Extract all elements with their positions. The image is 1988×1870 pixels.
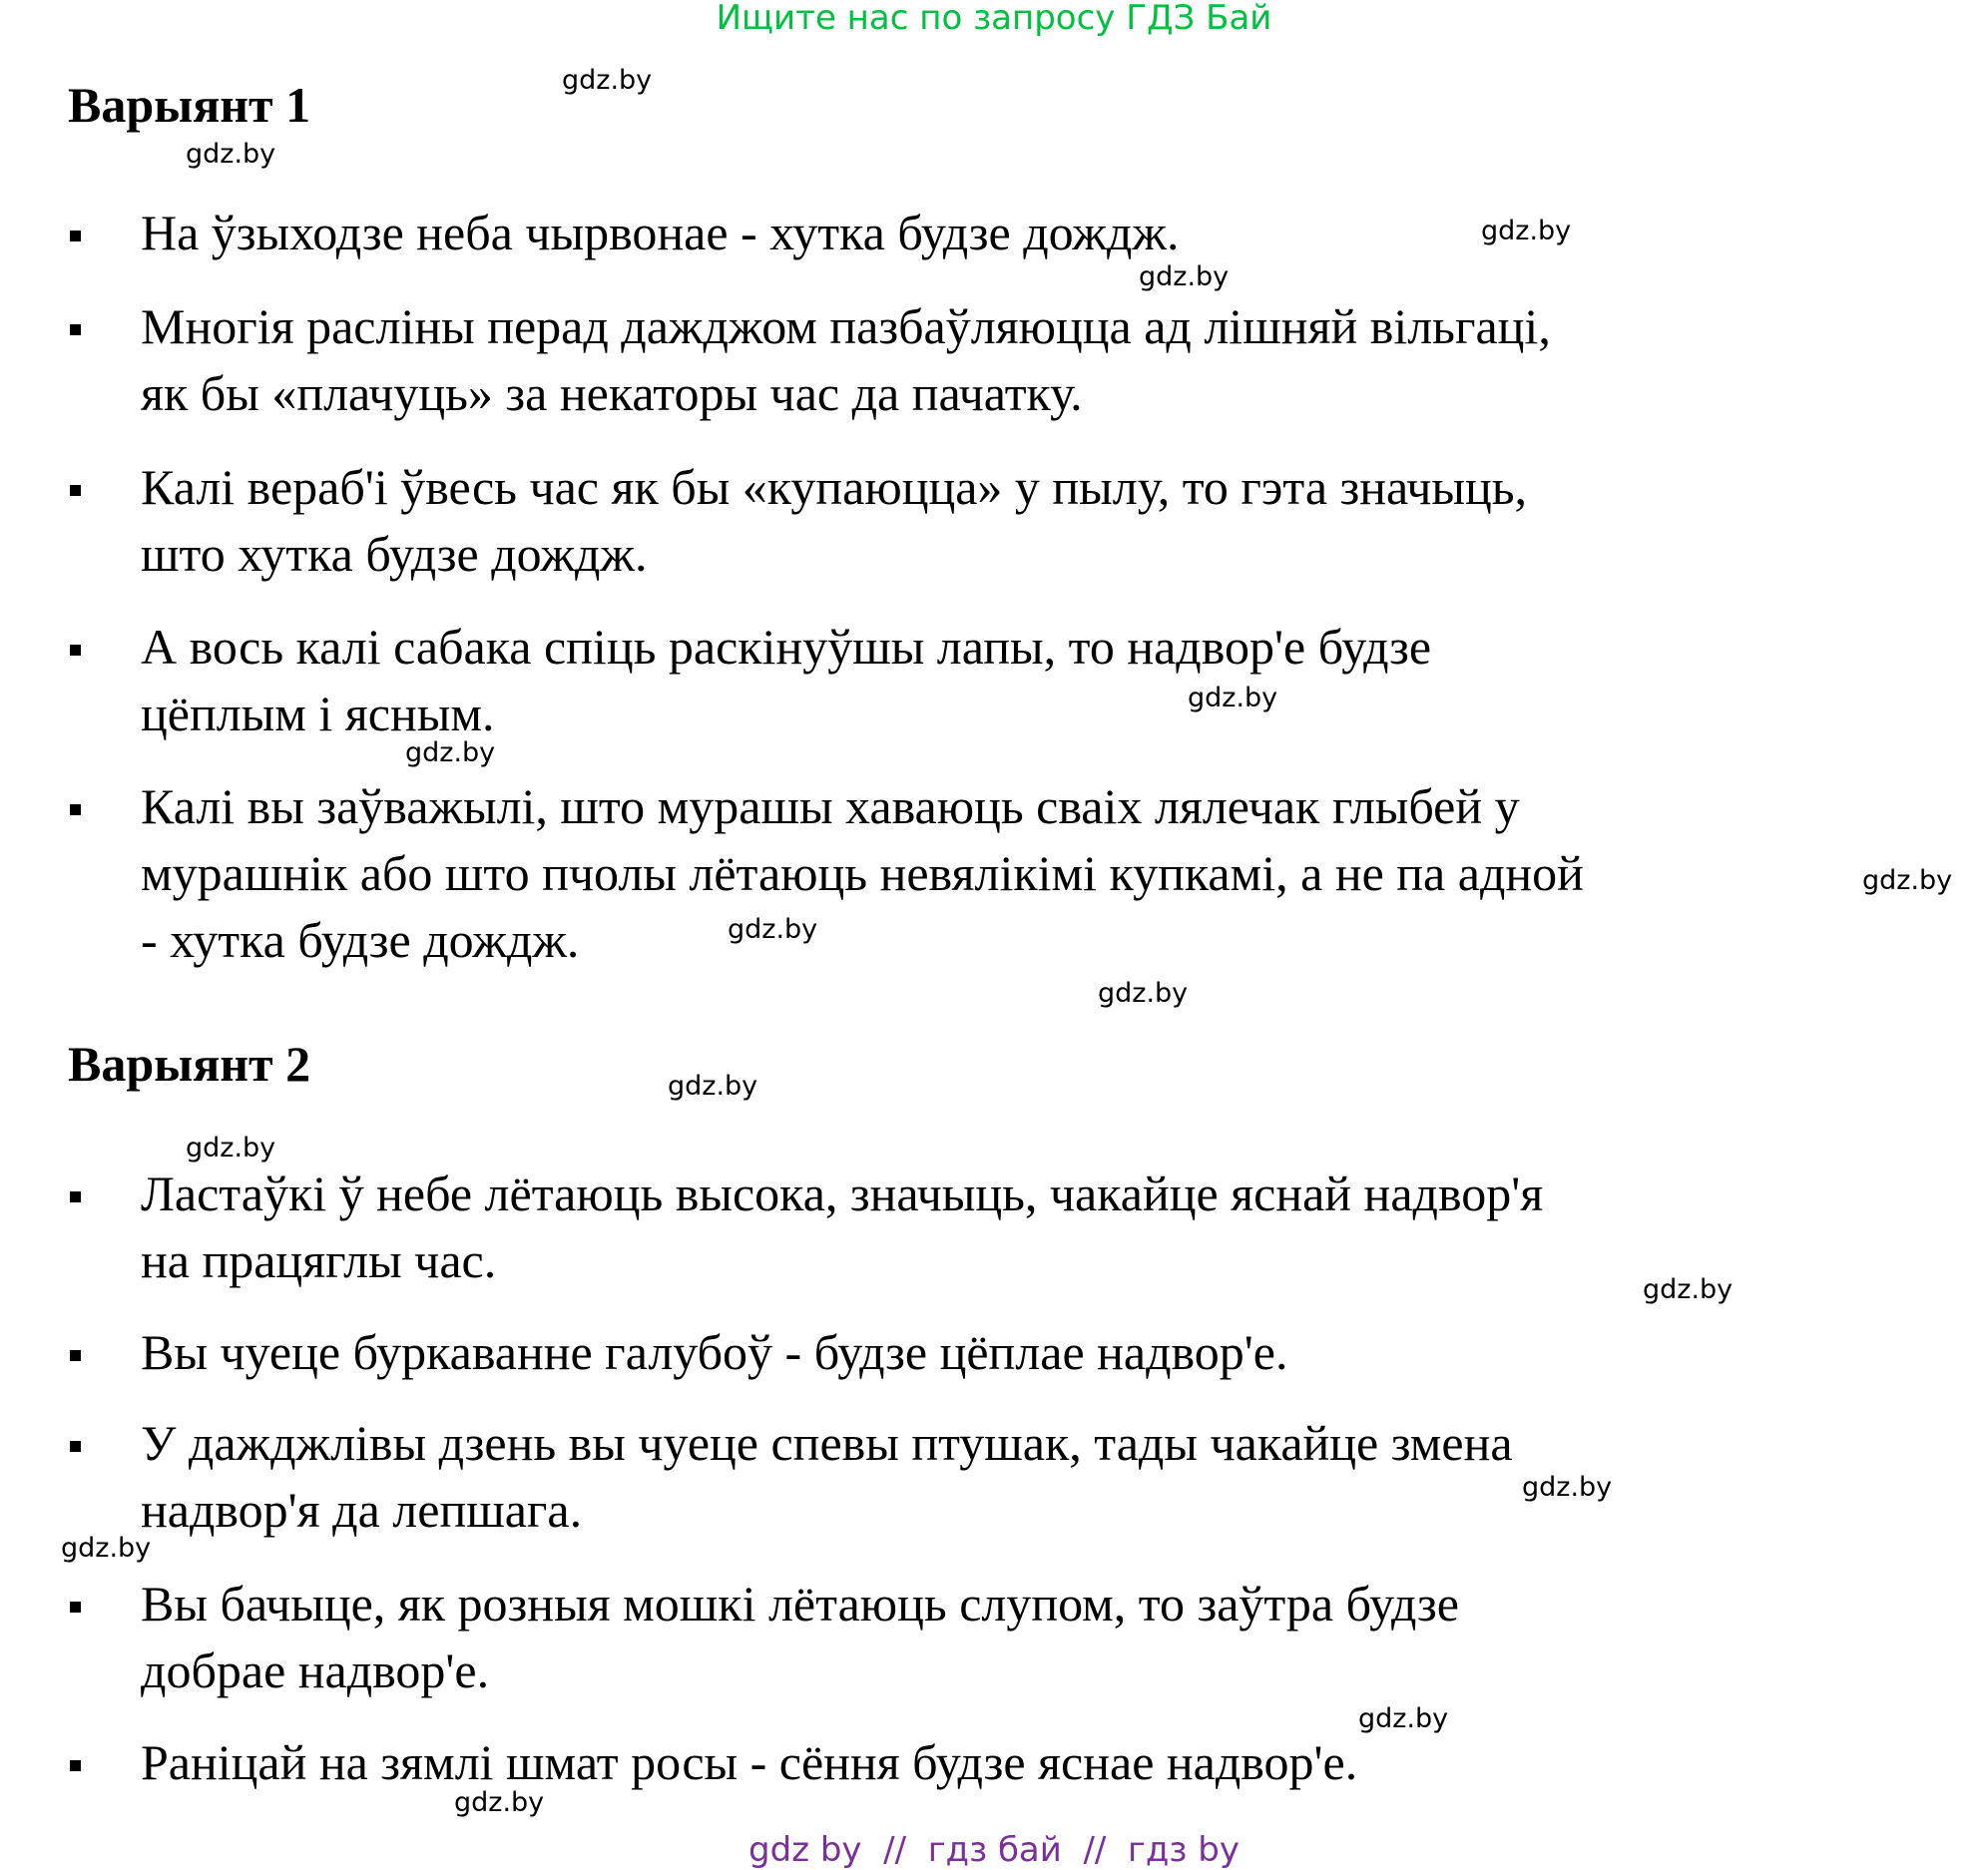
watermark: gdz.by (454, 1787, 545, 1818)
watermark: gdz.by (186, 1133, 276, 1164)
watermark: gdz.by (1522, 1472, 1613, 1503)
list-item-text: Вы чуеце буркаванне галубоў - будзе цёплае надвор'е. (141, 1324, 1288, 1380)
watermark: gdz.by (1481, 216, 1572, 246)
bullet-icon (70, 1441, 81, 1452)
watermark: gdz.by (1188, 683, 1278, 713)
list-item-text: Ластаўкі ў небе лётаюць высока, значыць, чакайце яснай надвор'я на працяглы час. (141, 1166, 1544, 1288)
bullet-icon (70, 1191, 81, 1202)
watermark: gdz.by (1358, 1703, 1449, 1734)
list-item-text: Многія расліны перад дажджом пазбаўляюцца ад лішняй вільгаці, як бы «плачуць» за некаторы час да пачатку. (141, 298, 1551, 421)
watermark: gdz.by (1862, 865, 1953, 896)
watermark: gdz.by (728, 914, 818, 945)
list-item-text: Раніцай на зямлі шмат росы - сёння будзе яснае надвор'е. (141, 1734, 1358, 1790)
watermark: gdz.by (668, 1071, 758, 1102)
watermark: gdz.by (186, 139, 276, 170)
watermark: gdz.by (61, 1533, 152, 1564)
watermark: gdz.by (1098, 978, 1189, 1009)
bullet-icon (70, 324, 81, 335)
list-item-text: У дажджлівы дзень вы чуеце спевы птушак, тады чакайце змена надвор'я да лепшага. (141, 1415, 1513, 1538)
list-item-text: Калі вы заўважылі, што мурашы хаваюць сваіх лялечак глыбей у мурашнік або што пчолы лётаюць невялікімі купкамі, а не па адной - хутка будзе дождж. (141, 778, 1584, 968)
bullet-icon (70, 1602, 81, 1613)
search-banner: Ищите нас по запросу ГДЗ Бай (716, 0, 1272, 38)
bullet-icon (70, 485, 81, 496)
list-item-text: Калі вераб'і ўвесь час як бы «купаюцца» у пылу, то гэта значыць, што хутка будзе дождж. (141, 459, 1528, 582)
variant-2-heading: Варыянт 2 (68, 1036, 311, 1092)
watermark: gdz.by (1139, 261, 1230, 292)
bullet-icon (70, 804, 81, 815)
watermark: gdz.by (1643, 1274, 1734, 1305)
footer-watermark: gdz by // гдз бай // гдз by (748, 1830, 1240, 1870)
bullet-icon (70, 1760, 81, 1771)
bullet-icon (70, 231, 81, 241)
bullet-icon (70, 645, 81, 656)
variant-1-heading: Варыянт 1 (68, 77, 311, 133)
list-item-text: А вось калі сабака спіць раскінуўшы лапы, то надвор'е будзе цёплым і ясным. (141, 619, 1432, 741)
watermark: gdz.by (562, 65, 653, 96)
list-item-text: На ўзыходзе неба чырвонае - хутка будзе дождж. (141, 205, 1180, 260)
watermark: gdz.by (405, 737, 496, 768)
list-item-text: Вы бачыце, як розныя мошкі лётаюць слупом, то заўтра будзе добрае надвор'е. (141, 1576, 1459, 1698)
bullet-icon (70, 1350, 81, 1361)
